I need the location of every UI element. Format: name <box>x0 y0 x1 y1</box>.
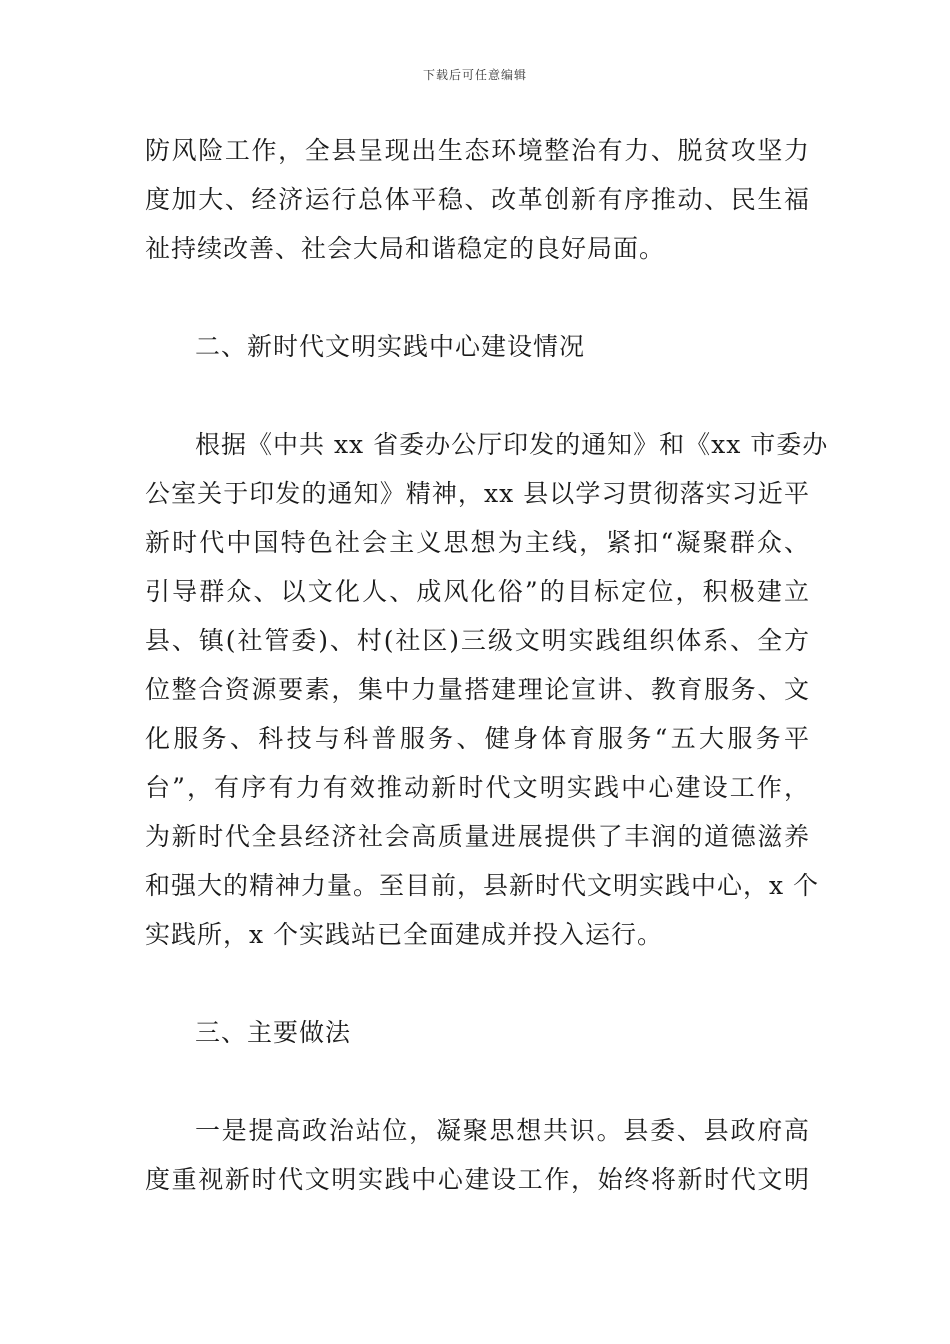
paragraph-gap <box>145 1057 810 1106</box>
text-line: 化服务、科技与科普服务、健身体育服务“五大服务平 <box>145 724 810 753</box>
text-line: 根据《中共 xx 省委办公厅印发的通知》和《xx 市委办 <box>195 430 829 459</box>
paragraph-3 <box>145 1106 810 1204</box>
text-line: 防风险工作，全县呈现出生态环境整治有力、脱贫攻坚力 <box>145 136 810 165</box>
paragraph-2 <box>145 420 829 959</box>
text-line: 台”，有序有力有效推动新时代文明实践中心建设工作， <box>145 773 810 802</box>
text-line: 位整合资源要素，集中力量搭建理论宣讲、教育服务、文 <box>145 675 810 704</box>
text-line: 为新时代全县经济社会高质量进展提供了丰润的道德滋养 <box>145 822 810 851</box>
page-header: 下载后可任意编辑 <box>422 68 527 82</box>
text-line: 实践所，x 个实践站已全面建成并投入运行。 <box>145 920 664 949</box>
text-line: 引导群众、以文化人、成风化俗”的目标定位，积极建立 <box>145 577 810 606</box>
paragraph-gap <box>145 371 810 420</box>
paragraph-1 <box>145 126 810 273</box>
text-line: 公室关于印发的通知》精神，xx 县以学习贯彻落实习近平 <box>145 479 810 508</box>
section-heading-3: 三、主要做法 <box>195 1018 352 1047</box>
text-line: 度重视新时代文明实践中心建设工作，始终将新时代文明 <box>145 1165 810 1194</box>
text-line: 新时代中国特色社会主义思想为主线，紧扣“凝聚群众、 <box>145 528 810 557</box>
text-line: 县、镇(社管委)、村(社区)三级文明实践组织体系、全方 <box>145 626 810 655</box>
text-line: 和强大的精神力量。至目前，县新时代文明实践中心，x 个 <box>145 871 820 900</box>
paragraph-gap <box>145 273 810 322</box>
text-line: 一是提高政治站位，凝聚思想共识。县委、县政府高 <box>195 1116 810 1145</box>
text-line: 祉持续改善、社会大局和谐稳定的良好局面。 <box>145 234 666 263</box>
section-heading-2: 二、新时代文明实践中心建设情况 <box>195 332 586 361</box>
text-line: 度加大、经济运行总体平稳、改革创新有序推动、民生福 <box>145 185 810 214</box>
document-body <box>145 126 829 1204</box>
paragraph-gap <box>145 959 810 1008</box>
